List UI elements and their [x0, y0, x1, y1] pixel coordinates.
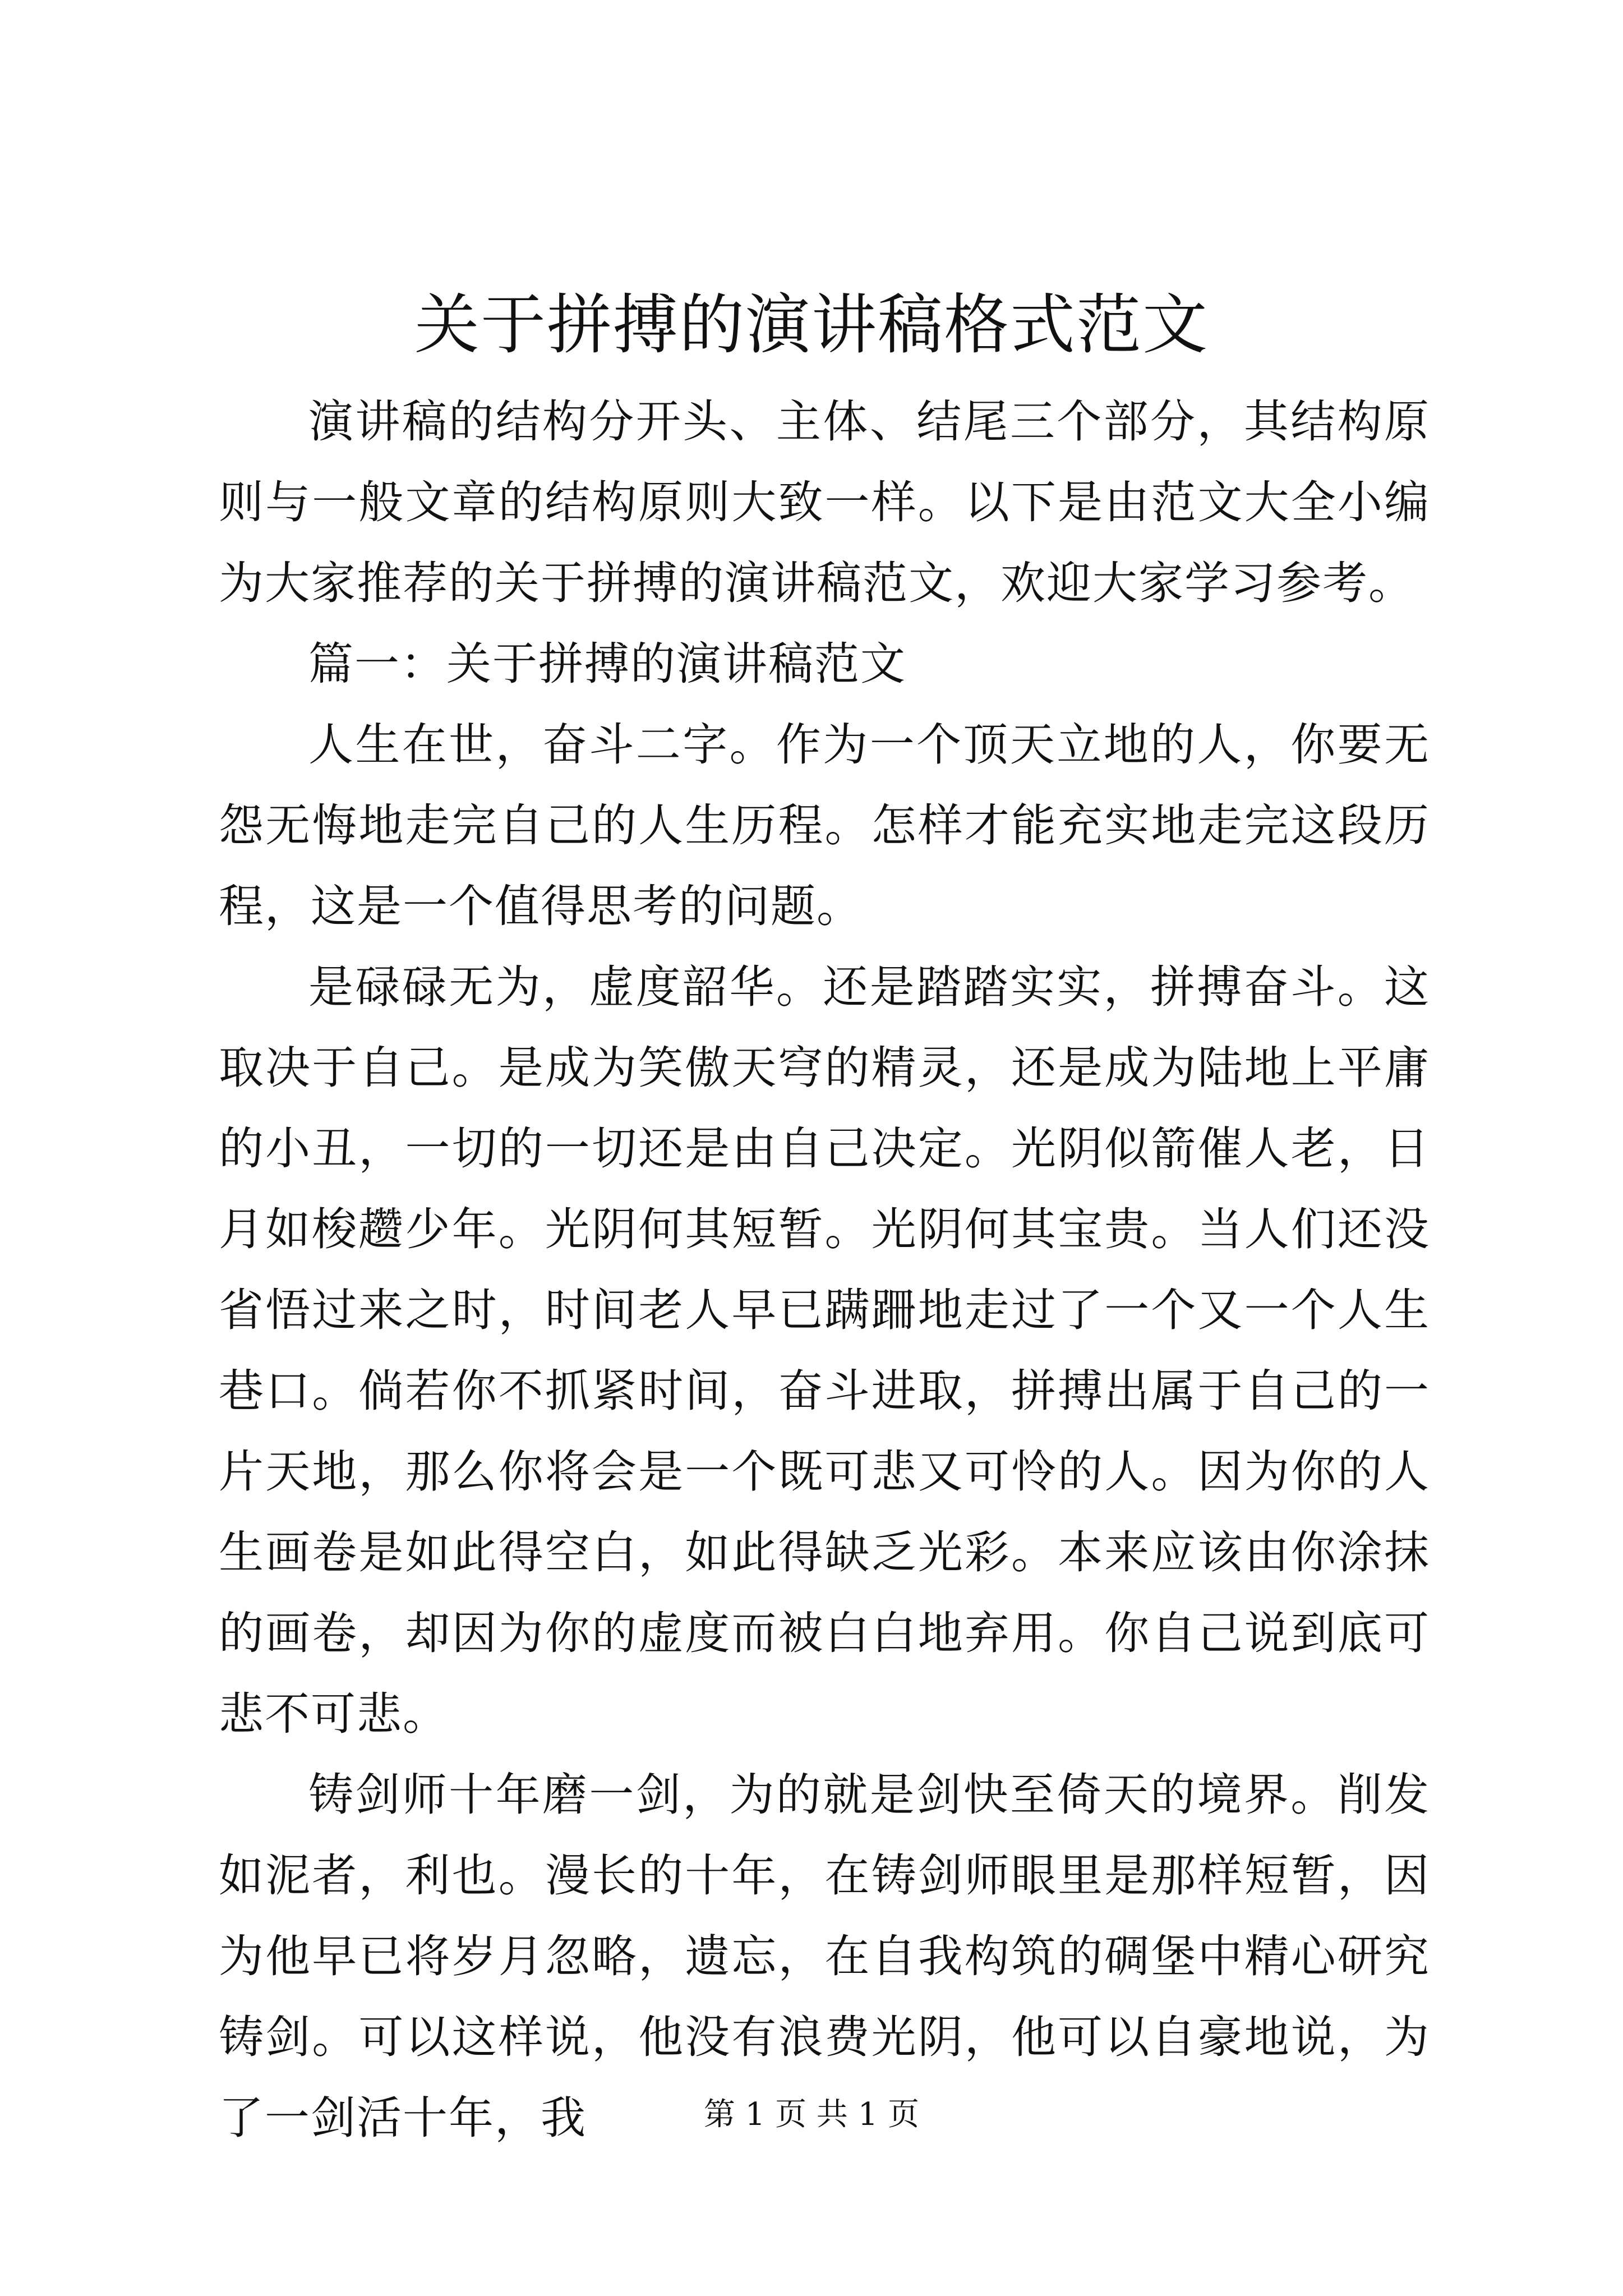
section-heading: 篇一：关于拼搏的演讲稿范文: [308, 638, 906, 690]
paragraph: 铸剑师十年磨一剑，为的就是剑快至倚天的境界。削发如泥者，利也。漫长的十年，在铸剑师眼里是那样短暂，因为他早已将岁月忽略，遗忘，在自我构筑的碉堡中精心研究铸剑。可以这样说，他没有浪费光阴，他可以自豪地说，为了一剑活十年，我: [219, 1769, 1430, 2144]
document-title: 关于拼搏的演讲稿格式范文: [414, 287, 1209, 363]
paragraph-intro: 演讲稿的结构分开头、主体、结尾三个部分，其结构原则与一般文章的结构原则大致一样。以下是由范文大全小编为大家推荐的关于拼搏的演讲稿范文，欢迎大家学习参考。: [219, 395, 1430, 609]
paragraph: 是碌碌无为，虚度韶华。还是踏踏实实，拼搏奋斗。这取决于自己。是成为笑傲天穹的精灵，还是成为陆地上平庸的小丑，一切的一切还是由自己决定。光阴似箭催人老，日月如梭趱少年。光阴何其短暂。光阴何其宝贵。当人们还没省悟过来之时，时间老人早已蹒跚地走过了一个又一个人生巷口。倘若你不抓紧时间，奋斗进取，拼搏出属于自己的一片天地，那么你将会是一个既可悲又可怜的人。因为你的人生画卷是如此得空白，如此得缺乏光彩。本来应该由你涂抹的画卷，却因为你的虚度而被白白地弃用。你自己说到底可悲不可悲。: [219, 961, 1430, 1740]
page-footer: 第 1 页 共 1 页: [703, 2096, 920, 2133]
paragraph: 人生在世，奋斗二字。作为一个顶天立地的人，你要无怨无悔地走完自己的人生历程。怎样才能充实地走完这段历程，这是一个值得思考的问题。: [219, 719, 1430, 932]
document-body: [219, 381, 1430, 2159]
